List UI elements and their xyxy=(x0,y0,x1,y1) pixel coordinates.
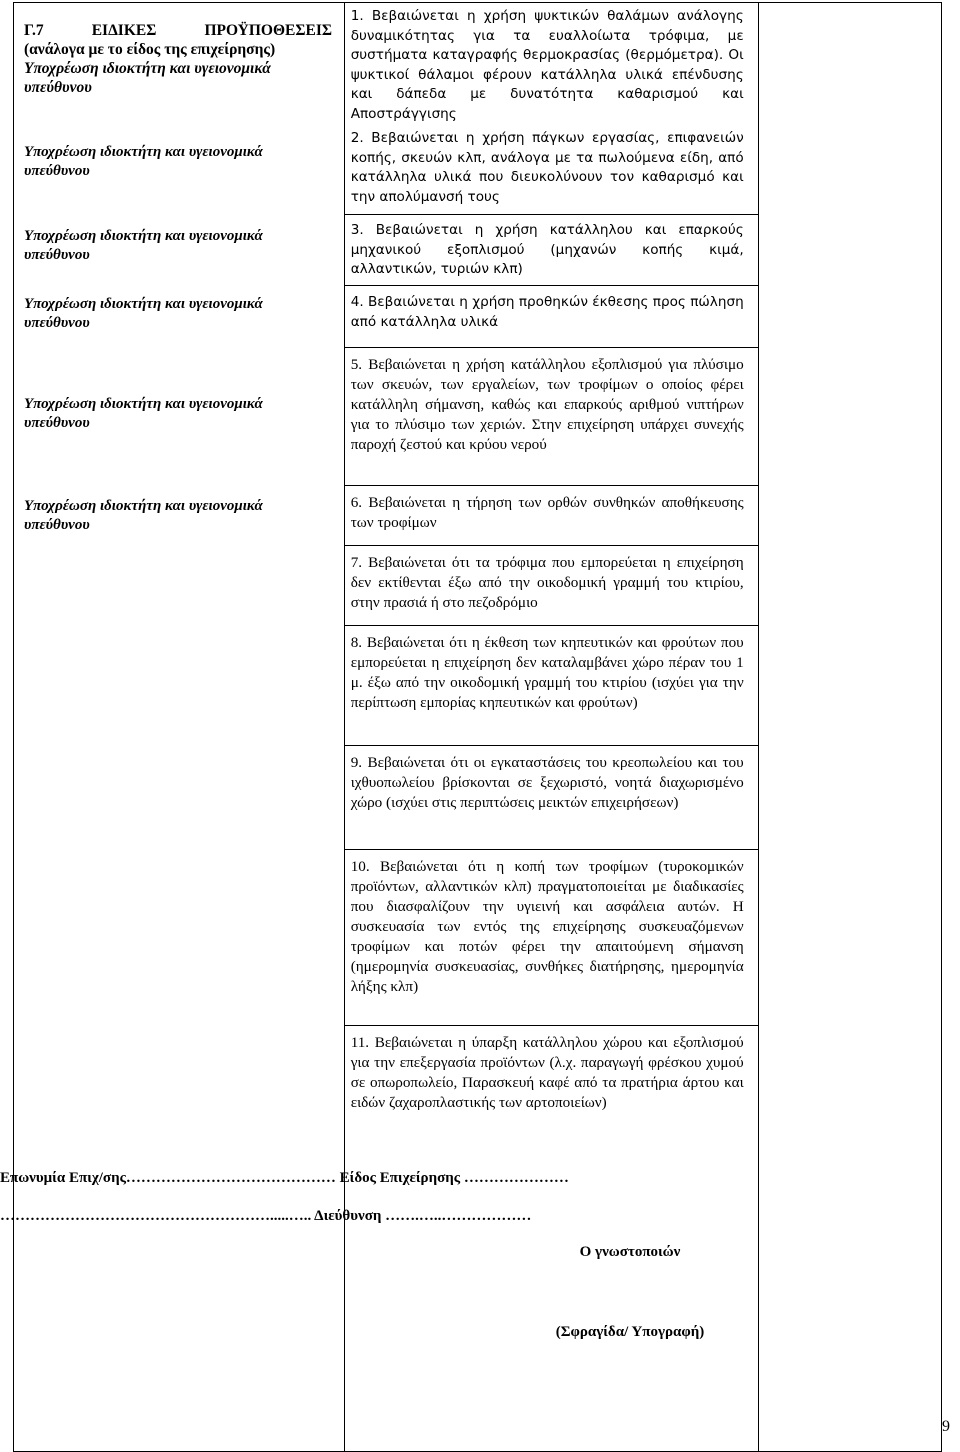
title-part-2: ΕΙΔΙΚΕΣ xyxy=(91,22,157,39)
item-2: 2. Βεβαιώνεται η χρήση πάγκων εργασίας, επιφανειών κοπής, σκευών κλπ, ανάλογα με τα πωλούμενα είδη, από κατάλληλα υλικά που διευκολύνουν τον καθαρισμό και την απολύμανσή τους xyxy=(350,130,744,205)
item-4: 4. Βεβαιώνεται η χρήση προθηκών έκθεσης προς πώληση από κατάλληλα υλικά xyxy=(350,294,744,330)
obligation-label-4: Υποχρέωση ιδιοκτήτη και υγειονομικά υπεύθυνου xyxy=(24,296,263,331)
title-part-1: Γ.7 xyxy=(24,22,44,39)
row-separator xyxy=(345,625,758,626)
item-5: 5. Βεβαιώνεται η χρήση κατάλληλου εξοπλισμού για πλύσιμο των σκευών, των εργαλείων, των τροφίμων ο οποίος φέρει κατάλληλη σήμανση, καθώς και επαρκούς αριθμού νιπτήρων για το πλύσιμο των χεριών. Στην επιχείρηση υπάρχει συνεχής παροχή ζεστού και κρύου νερού xyxy=(350,356,744,453)
page-number: 9 xyxy=(942,1418,950,1435)
item-6: 6. Βεβαιώνεται η τήρηση των ορθών συνθηκών αποθήκευσης των τροφίμων xyxy=(350,494,744,531)
left-column xyxy=(14,3,345,1452)
item-9: 9. Βεβαιώνεται ότι οι εγκαταστάσεις του κρεοπωλείου και του ιχθυοπωλείου βρίσκονται σε ξεχωριστό, νοητά διαχωρισμένο χώρο (ισχύει στις περιπτώσεις μεικτών επιχειρήσεων) xyxy=(350,754,744,811)
item-11: 11. Βεβαιώνεται η ύπαρξη κατάλληλου χώρου και εξοπλισμού για την επεξεργασία προϊόντων (λ.χ. παραγωγή φρέσκου χυμού σε οπωροπωλείο, Παρασκευή καφέ από τα πρατήρια άρτου και ειδών ζαχαροπλαστικής των αρτοποιείων) xyxy=(350,1034,744,1111)
item-7: 7. Βεβαιώνεται ότι τα τρόφιμα που εμπορεύεται η επιχείρηση δεν εκτίθενται έξω από την οικοδομική γραμμή του κτιρίου, στην πρασιά ή στο πεζοδρόμιο xyxy=(350,554,744,611)
obligation-label-3: Υποχρέωση ιδιοκτήτη και υγειονομικά υπεύθυνου xyxy=(24,228,263,263)
row-separator xyxy=(345,849,758,850)
item-10: 10. Βεβαιώνεται ότι η κοπή των τροφίμων (τυροκομικών προϊόντων, αλλαντικών κλπ) πραγματοποιείται με διαδικασίες που διασφαλίζουν την υγιεινή και ασφάλεια αυτών. Η συσκευασία των εντός της επιχείρησης συσκευαζόμενων τροφίμων και ποτών φέρει την απαιτούμενη σήμανση (ημερομηνία συσκευασίας, συνθήκες διατήρησης, ημερομηνία λήξης κλπ) xyxy=(350,858,744,995)
row-separator xyxy=(345,1025,758,1026)
middle-column xyxy=(344,3,758,1452)
business-name-type-field[interactable]: Επωνυμία Επιχ/σης…………………………………… Είδος Επιχείρησης ………………… xyxy=(0,1170,569,1186)
obligation-label-6: Υποχρέωση ιδιοκτήτη και υγειονομικά υπεύθυνου xyxy=(24,498,263,533)
item-3: 3. Βεβαιώνεται η χρήση κατάλληλου και επαρκούς μηχανικού εξοπλισμού (μηχανών κοπής κιμά, αλλαντικών, τυριών κλπ) xyxy=(350,222,744,278)
row-separator xyxy=(345,214,758,215)
requirements-table xyxy=(13,2,942,1452)
row-separator xyxy=(345,745,758,746)
row-separator xyxy=(345,285,758,286)
address-field[interactable]: ……………………………………………….....….. Διεύθυνση …….…..……………… xyxy=(0,1208,532,1224)
footer-address-line xyxy=(0,1208,960,1225)
section-title xyxy=(24,21,332,97)
notifier-label: Ο γνωστοποιών xyxy=(579,1244,681,1260)
right-column xyxy=(758,3,941,1452)
obligation-label-1: Υποχρέωση ιδιοκτήτη και υγειονομικά υπεύθυνου xyxy=(24,60,271,96)
item-8: 8. Βεβαιώνεται ότι η έκθεση των κηπευτικών και φρούτων που εμπορεύεται η επιχείρηση δεν καταλαμβάνει χώρο πέραν του 1 μ. έξω από την οικοδομική γραμμή του κτιρίου (ισχύει για την περίπτωση εμπορίας κηπευτικών και φρούτων) xyxy=(350,634,744,711)
stamp-signature-label: (Σφραγίδα/ Υπογραφή) xyxy=(555,1324,705,1340)
title-subtitle: (ανάλογα με το είδος της επιχείρησης) xyxy=(24,41,276,58)
item-1: 1. Βεβαιώνεται η χρήση ψυκτικών θαλάμων ανάλογης δυναμικότητας για τα ευαλλοίωτα τρόφιμα, με συστήματα καταγραφής θερμοκρασίας (θερμόμετρα). Οι ψυκτικοί θάλαμοι φέρουν κατάλληλα υλικά επένδυσης και δάπεδα με δυνατότητα καθαρισμού και Αποστράγγισης xyxy=(350,8,744,122)
title-part-3: ΠΡΟΫΠΟΘΕΣΕΙΣ xyxy=(204,22,332,39)
row-separator xyxy=(345,485,758,486)
obligation-label-2: Υποχρέωση ιδιοκτήτη και υγειονομικά υπεύθυνου xyxy=(24,144,263,179)
row-separator xyxy=(345,347,758,348)
footer-business-line xyxy=(0,1170,960,1187)
obligation-label-5: Υποχρέωση ιδιοκτήτη και υγειονομικά υπεύθυνου xyxy=(24,396,263,431)
row-separator xyxy=(345,545,758,546)
